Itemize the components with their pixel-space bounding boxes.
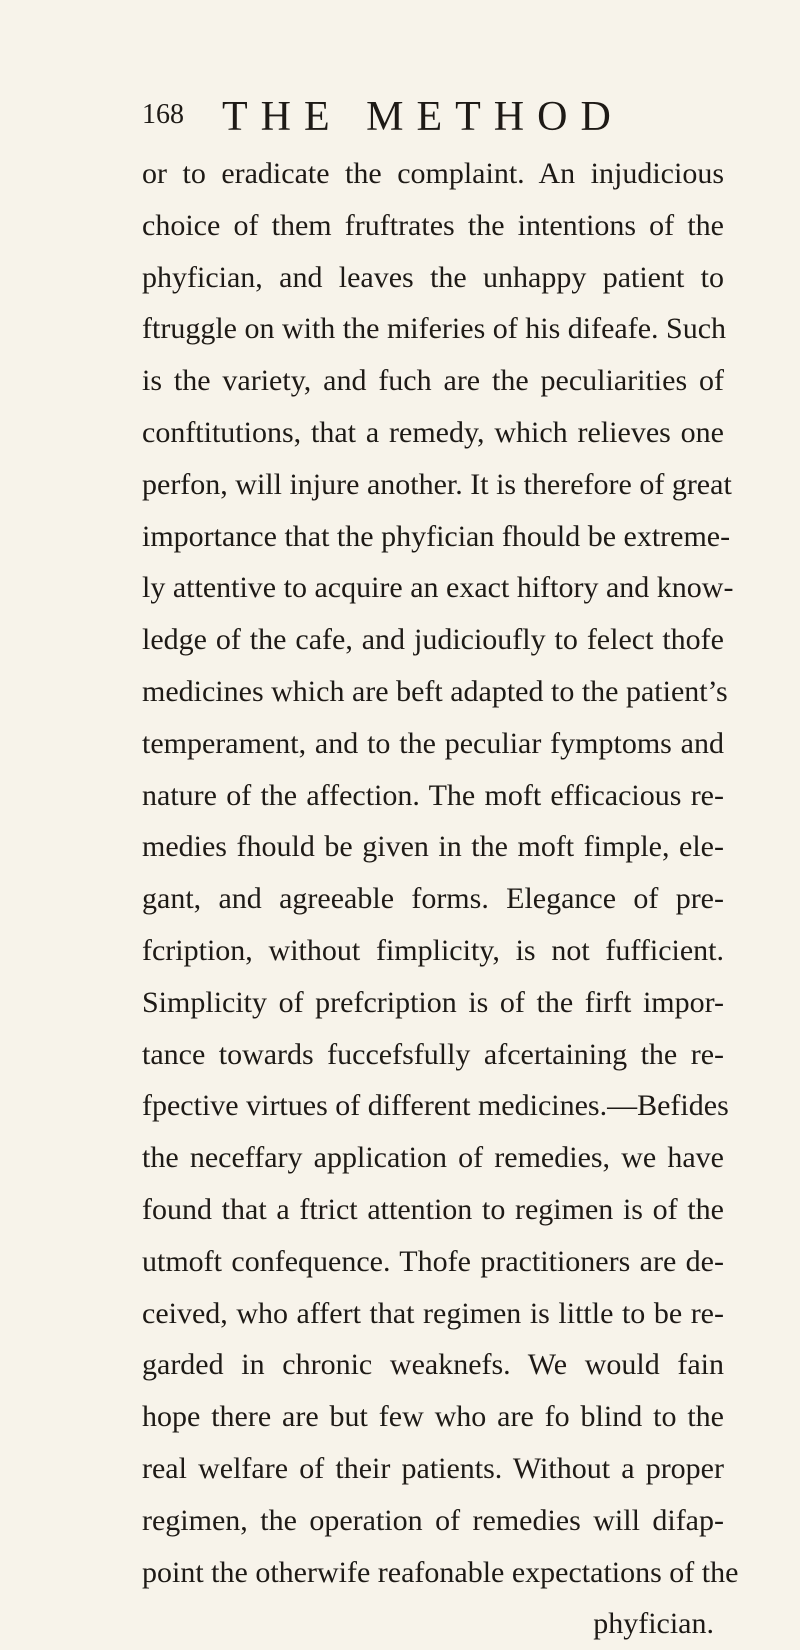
text-line: temperament, and to the peculiar fymptoms and: [142, 726, 724, 760]
text-line: ledge of the cafe, and judicioufly to felect thofe: [142, 623, 724, 657]
page-header: [142, 95, 662, 145]
body-text: [142, 148, 739, 1650]
text-line: nature of the affection. The moft efficacious re-: [142, 778, 724, 812]
text-line: is the variety, and fuch are the peculiarities of: [142, 364, 724, 398]
text-line: utmoft confequence. Thofe practitioners are de-: [142, 1244, 724, 1278]
text-line: perfon, will injure another. It is therefore of great: [142, 467, 732, 501]
text-line: hope there are but few who are fo blind to the: [142, 1400, 724, 1434]
text-line: ftruggle on with the miferies of his difeafe. Such: [142, 312, 727, 346]
text-line: or to eradicate the complaint. An injudicious: [142, 157, 724, 190]
text-line: Simplicity of prefcription is of the firft impor-: [142, 985, 724, 1019]
text-line: garded in chronic weaknefs. We would fain: [142, 1348, 724, 1382]
text-line: conftitutions, that a remedy, which relieves one: [142, 415, 724, 449]
text-line: importance that the phyfician fhould be extreme-: [142, 519, 731, 553]
text-line: found that a ftrict attention to regimen is of the: [142, 1192, 724, 1226]
text-line: gant, and agreeable forms. Elegance of pre-: [142, 882, 724, 916]
text-line: the neceffary application of remedies, we have: [142, 1141, 724, 1175]
text-line: fpective virtues of different medicines.—Befides: [142, 1089, 729, 1123]
text-line: tance towards fuccefsfully afcertaining the re-: [142, 1037, 724, 1071]
text-line: ly attentive to acquire an exact hiftory and know-: [142, 571, 734, 605]
text-line: medies fhould be given in the moft fimple, ele-: [142, 830, 724, 864]
page-number: 168: [142, 99, 184, 130]
text-line: choice of them fruftrates the intentions of the: [142, 208, 724, 242]
running-title: THE METHOD: [222, 94, 624, 140]
text-line: regimen, the operation of remedies will difap-: [142, 1503, 724, 1537]
text-line: fcription, without fimplicity, is not fufficient.: [142, 933, 724, 967]
text-line: phyfician, and leaves the unhappy patient to: [142, 260, 724, 294]
text-line: point the otherwife reafonable expectations of the: [142, 1555, 739, 1589]
text-line: medicines which are beft adapted to the patient’s: [142, 674, 728, 708]
text-line: ceived, who affert that regimen is little to be re-: [142, 1296, 724, 1330]
text-line: real welfare of their patients. Without a proper: [142, 1451, 724, 1485]
text-line-final: phyfician.: [593, 1607, 714, 1641]
